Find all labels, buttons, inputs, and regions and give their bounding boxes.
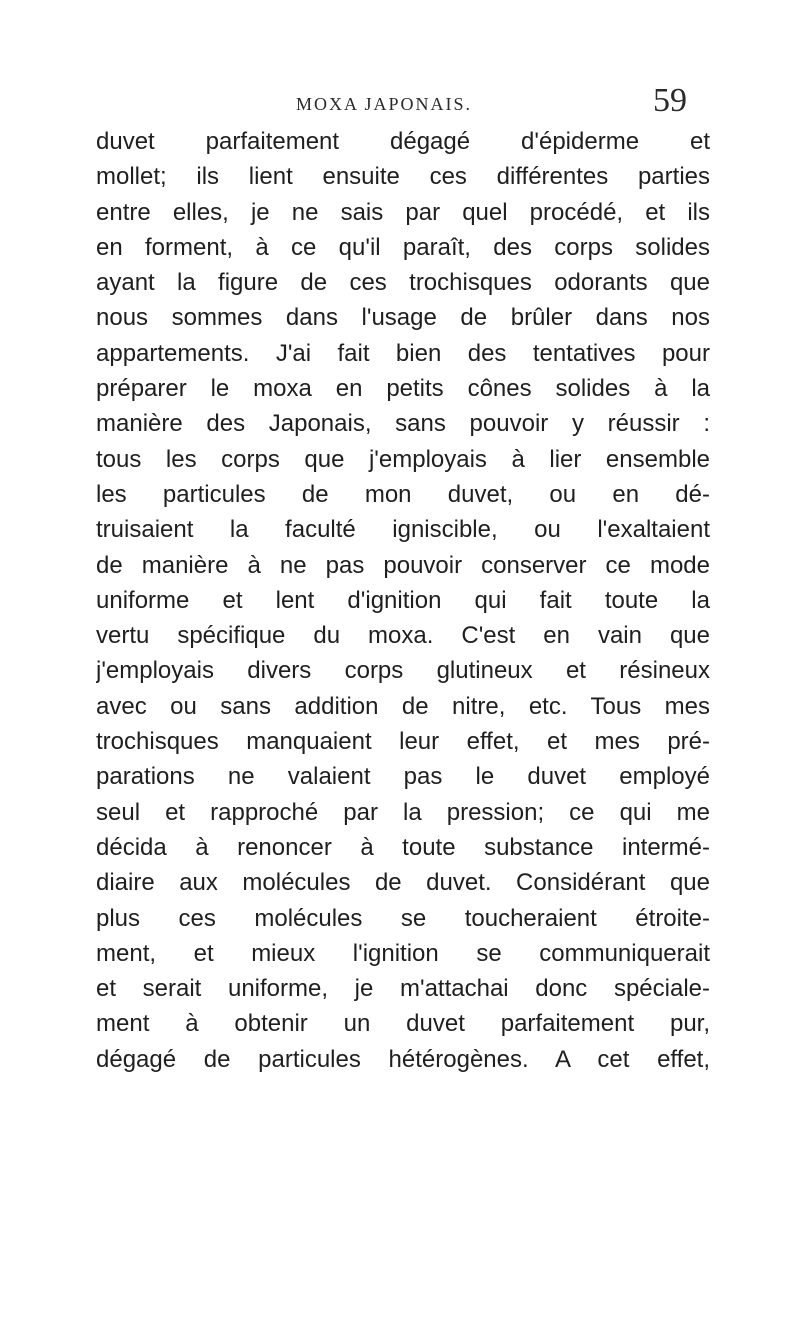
text-line: dégagé de particules hétérogènes. A cet effet, bbox=[96, 1045, 710, 1073]
text-line: appartements. J'ai fait bien des tentatives pour bbox=[96, 339, 710, 367]
text-line: vertu spécifique du moxa. C'est en vain que bbox=[96, 622, 710, 650]
text-line: j'employais divers corps glutineux et résineux bbox=[96, 657, 710, 685]
running-head bbox=[0, 82, 800, 124]
text-line: entre elles, je ne sais par quel procédé, et ils bbox=[96, 198, 710, 226]
text-line: et serait uniforme, je m'attachai donc spéciale- bbox=[96, 975, 710, 1003]
text-line: tous les corps que j'employais à lier ensemble bbox=[96, 445, 710, 473]
text-line: ment à obtenir un duvet parfaitement pur, bbox=[96, 1010, 710, 1038]
text-line: les particules de mon duvet, ou en dé- bbox=[96, 480, 710, 508]
text-line: de manière à ne pas pouvoir conserver ce mode bbox=[96, 551, 710, 579]
body-text bbox=[96, 124, 710, 1077]
page-number: 59 bbox=[653, 82, 687, 119]
text-line: nous sommes dans l'usage de brûler dans nos bbox=[96, 304, 710, 332]
text-line: truisaient la faculté ignisciblе, ou l'exaltaient bbox=[96, 516, 710, 544]
running-title: MOXA JAPONAIS. bbox=[296, 94, 473, 114]
text-line: préparer le moxa en petits cônes solides à la bbox=[96, 375, 710, 403]
text-line: manière des Japonais, sans pouvoir y réussir : bbox=[96, 410, 710, 438]
text-line: trochisques manquaient leur effet, et mes pré- bbox=[96, 728, 710, 756]
text-line: plus ces molécules se toucheraient étroite- bbox=[96, 904, 710, 932]
text-line: ment, et mieux l'ignition se communiquerait bbox=[96, 939, 710, 967]
text-line: uniforme et lent d'ignition qui fait toute la bbox=[96, 586, 710, 614]
text-line: parations ne valaient pas le duvet employé bbox=[96, 763, 710, 791]
text-line: seul et rapproché par la pression; ce qui me bbox=[96, 798, 710, 826]
text-line: avec ou sans addition de nitre, etc. Tous mes bbox=[96, 692, 710, 720]
text-line: mollet; ils lient ensuite ces différentes parties bbox=[96, 163, 710, 191]
text-line: diaire aux molécules de duvet. Considérant que bbox=[96, 869, 710, 897]
text-line: duvet parfaitement dégagé d'épiderme et bbox=[96, 128, 710, 155]
text-line: décida à renoncer à toute substance intermé- bbox=[96, 833, 710, 861]
text-line: ayant la figure de ces trochisques odorants que bbox=[96, 269, 710, 297]
text-line: en forment, à ce qu'il paraît, des corps solides bbox=[96, 233, 710, 261]
